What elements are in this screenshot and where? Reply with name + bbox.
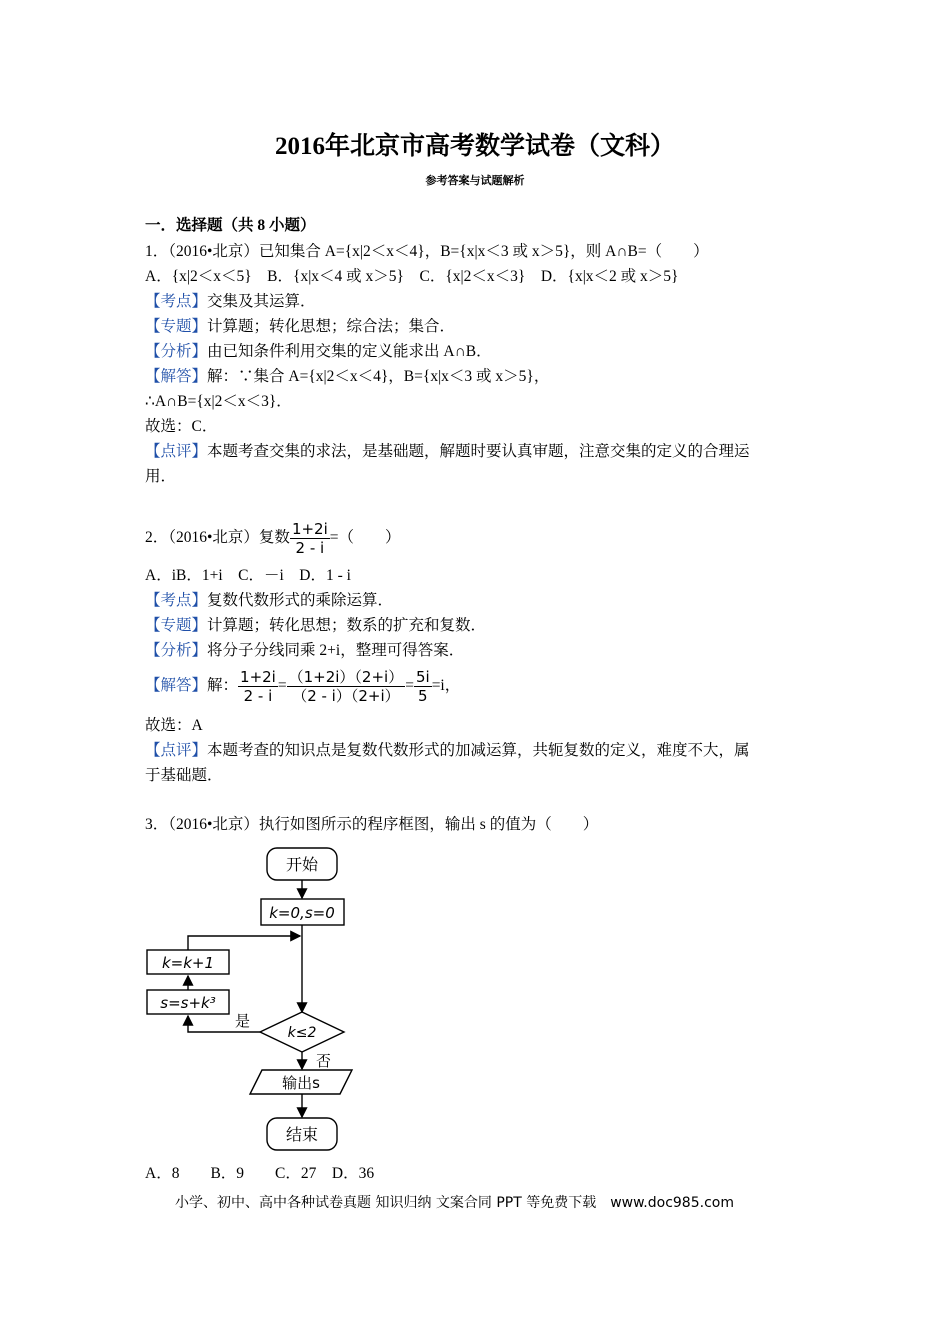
q2-stem <box>145 516 401 560</box>
jieda-fraction-2 <box>287 668 406 705</box>
equals-sign: = <box>405 677 414 694</box>
q2-fraction <box>290 520 330 557</box>
kaodian-tag: 【考点】 <box>145 293 208 310</box>
jieda-suffix: =i， <box>431 677 461 694</box>
flow-step-s-label: s=s+k³ <box>160 994 216 1012</box>
equals-sign: = <box>277 677 287 694</box>
q2-fenxi <box>145 641 464 661</box>
fenxi-text: 由已知条件利用交集的定义能求出 A∩B． <box>207 343 492 360</box>
q1-zhuanti <box>145 317 455 337</box>
q2-dianping <box>145 741 750 761</box>
zhuanti-tag: 【专题】 <box>145 318 208 335</box>
flow-start-label: 开始 <box>285 855 319 874</box>
jieda-text: 解：∵集合 A={x|2＜x＜4}，B={x|x＜3 或 x＞5}， <box>207 368 550 385</box>
q1-stem: 1．（2016•北京）已知集合 A={x|2＜x＜4}，B={x|x＜3 或 x＞5}，则 A∩B=（ ） <box>145 243 709 260</box>
page-title: 2016年北京市高考数学试卷（文科） <box>274 133 675 160</box>
dianping-text: 本题考查的知识点是复数代数形式的加减运算，共轭复数的定义，难度不大，属 <box>207 742 750 759</box>
q1-kaodian <box>145 292 316 312</box>
jieda-prefix: 解： <box>207 677 239 694</box>
fraction-numerator: 5i <box>415 667 430 686</box>
fraction-numerator: （1+2i）（2+i） <box>288 667 404 686</box>
fenxi-text: 将分子分线同乘 2+i，整理可得答案． <box>207 642 465 659</box>
q2-choice: 故选：A <box>145 717 203 734</box>
jieda-fraction-1 <box>238 668 278 705</box>
flow-output-label: 输出s <box>282 1074 320 1092</box>
q2-options: A．iB．1+i C．－i D．1 - i <box>145 567 351 584</box>
q2-stem-prefix: 2．（2016•北京）复数 <box>145 529 290 546</box>
q1-jieda <box>145 367 549 387</box>
fraction-denominator: 5 <box>418 686 428 705</box>
dianping-text: 本题考查交集的求法，是基础题，解题时要认真审题，注意交集的定义的合理运 <box>207 443 750 460</box>
fraction-numerator: 1+2i <box>240 667 276 686</box>
q3-stem: 3．（2016•北京）执行如图所示的程序框图，输出 s 的值为（ ） <box>145 816 599 833</box>
section-heading: 一．选择题（共 8 小题） <box>145 217 316 234</box>
kaodian-text: 交集及其运算． <box>207 293 316 310</box>
jieda-tag: 【解答】 <box>145 368 208 385</box>
jieda-fraction-3 <box>414 668 432 705</box>
q1-dianping <box>145 442 750 462</box>
flowchart <box>140 842 370 1160</box>
q2-zhuanti <box>145 616 486 636</box>
q2-stem-suffix: =（ ） <box>329 529 401 546</box>
q1-dianping-cont: 用． <box>145 468 177 485</box>
fraction-denominator: 2 - i <box>295 538 325 557</box>
flow-end-label: 结束 <box>285 1125 319 1144</box>
flow-yes-label: 是 <box>235 1012 251 1030</box>
q3-options: A．8 B．9 C．27 D．36 <box>145 1165 375 1182</box>
fraction-denominator: （2 - i）（2+i） <box>292 686 400 705</box>
q1-options: A．{x|2＜x＜5} B．{x|x＜4 或 x＞5} C．{x|2＜x＜3} D．{x|x＜2 或 x＞5} <box>145 268 679 285</box>
fenxi-tag: 【分析】 <box>145 642 208 659</box>
q2-dianping-cont: 于基础题． <box>145 767 223 784</box>
fraction-denominator: 2 - i <box>243 686 273 705</box>
zhuanti-tag: 【专题】 <box>145 617 208 634</box>
zhuanti-text: 计算题；转化思想；数系的扩充和复数． <box>207 617 487 634</box>
flow-no-label: 否 <box>316 1052 332 1070</box>
q2-kaodian <box>145 591 393 611</box>
q2-jieda <box>145 664 460 708</box>
q1-choice: 故选：C． <box>145 418 218 435</box>
fraction-numerator: 1+2i <box>291 519 328 538</box>
kaodian-text: 复数代数形式的乘除运算． <box>207 592 394 609</box>
dianping-tag: 【点评】 <box>145 443 208 460</box>
zhuanti-text: 计算题；转化思想；综合法；集合． <box>207 318 456 335</box>
q1-jieda-cont: ∴A∩B={x|2＜x＜3}． <box>145 393 292 410</box>
page-subtitle: 参考答案与试题解析 <box>425 174 525 187</box>
flow-init-label: k=0,s=0 <box>269 904 335 922</box>
flow-condition-label: k≤2 <box>287 1025 317 1041</box>
page-footer: 小学、初中、高中各种试卷真题 知识归纳 文案合同 PPT 等免费下载 www.doc985.com <box>175 1195 734 1211</box>
jieda-tag: 【解答】 <box>145 677 208 694</box>
flow-step-k-label: k=k+1 <box>161 954 215 972</box>
kaodian-tag: 【考点】 <box>145 592 208 609</box>
flow-loop-arrow <box>188 936 300 950</box>
q1-fenxi <box>145 342 492 362</box>
dianping-tag: 【点评】 <box>145 742 208 759</box>
fenxi-tag: 【分析】 <box>145 343 208 360</box>
